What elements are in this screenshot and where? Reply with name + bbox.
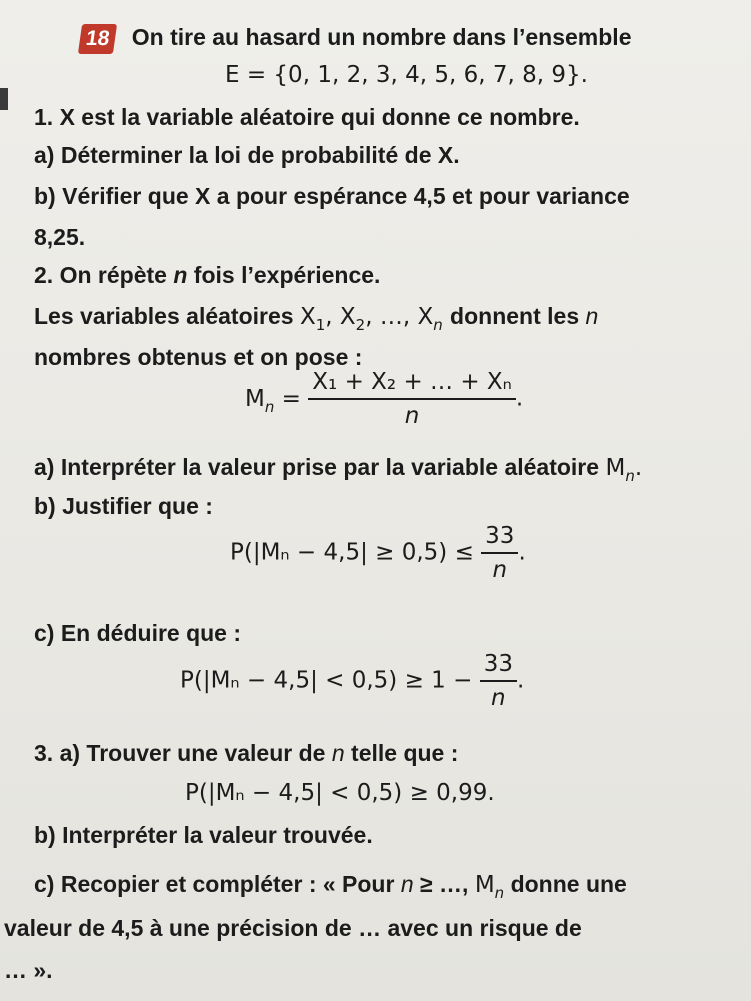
q1-line: [34, 102, 580, 132]
formula-mn-numerator: X₁ + X₂ + … + Xₙ: [308, 368, 516, 400]
q3c-text-post: donne une: [510, 871, 627, 897]
q2-line3: nombres obtenus et on pose :: [34, 344, 363, 370]
q2c-label: c): [34, 620, 55, 646]
q2-n: n: [173, 262, 188, 288]
q1b-text: Vérifier que X a pour espérance 4,5 et pour variance: [62, 183, 630, 209]
q3c-text-pre: Recopier et compléter : « Pour: [60, 871, 395, 897]
q3a-label: 3. a): [34, 740, 81, 766]
q3c-line3: … ».: [4, 957, 53, 983]
ineq1-fraction: [481, 522, 518, 584]
q2-line: [34, 260, 380, 290]
q2a-line: [34, 452, 642, 491]
q1-text: X est la variable aléatoire qui donne ce nombre.: [59, 104, 580, 130]
q2-vars-pre: Les variables aléatoires: [34, 303, 294, 329]
exercise-header: [80, 22, 631, 54]
q1a-line: [34, 140, 460, 170]
q1a-text: Déterminer la loi de probabilité de X.: [60, 142, 460, 168]
q3c-line: [34, 869, 627, 908]
q3a-text-pre: Trouver une valeur de: [86, 740, 326, 766]
ineq2-denominator: n: [491, 685, 506, 711]
q2b-text: Justifier que :: [62, 493, 213, 519]
ineq1-left: P(|Mₙ − 4,5| ≥ 0,5) ≤: [230, 539, 474, 566]
q3b-line: [34, 820, 373, 850]
q2-vars-line: [34, 301, 598, 340]
q3c-label: c): [34, 871, 55, 897]
q2a-label: a): [34, 454, 55, 480]
q2-vars-n: n: [585, 303, 599, 329]
exercise-intro: On tire au hasard un nombre dans l’ensemble: [131, 24, 632, 50]
ineq1-denominator: n: [492, 557, 508, 583]
inequality-3: P(|Mₙ − 4,5| < 0,5) ≥ 0,99.: [185, 780, 495, 806]
q2c-line: [34, 618, 241, 648]
q3a-line: [34, 738, 458, 768]
ineq2-left: P(|Mₙ − 4,5| < 0,5) ≥ 1 −: [180, 667, 473, 694]
q2-vars-list: $X_1$, $X_2$, …, $X_n$: [299, 304, 443, 334]
set-definition: E = {0, 1, 2, 3, 4, 5, 6, 7, 8, 9}.: [225, 62, 588, 88]
q3a-n: n: [331, 740, 345, 766]
q2c-text: En déduire que :: [60, 620, 242, 646]
q3c-line2: valeur de 4,5 à une précision de … avec un risque de: [4, 915, 582, 941]
q2-vars-post: donnent les: [450, 303, 580, 329]
formula-mn-denominator: n: [404, 403, 420, 429]
q1-label: 1.: [34, 104, 54, 130]
formula-mn: $M_n$ = $\frac{\text{X₁ + X₂ + … + Xₙ}}{n}$ .: [245, 369, 524, 429]
inequality-1: P(|Mₙ − 4,5| ≥ 0,5) ≤ $\frac{33}{n}$ .: [230, 523, 526, 583]
q3c-text-mid: ≥ …,: [420, 871, 469, 897]
page-edge-mark: [0, 88, 8, 110]
q1b-text-cont: 8,25.: [34, 224, 86, 250]
ineq2-numerator: 33: [480, 650, 517, 682]
q3c-n: n: [400, 871, 414, 897]
q2-text-post: fois l’expérience.: [193, 262, 381, 288]
q3b-text: Interpréter la valeur trouvée.: [62, 822, 373, 848]
q1b-line: [34, 181, 630, 211]
ineq2-fraction: [480, 650, 517, 712]
q1b-label: b): [34, 183, 56, 209]
q3b-label: b): [34, 822, 56, 848]
q2-label: 2.: [34, 262, 54, 288]
q2b-line: [34, 491, 213, 521]
q3a-text-post: telle que :: [351, 740, 459, 766]
q2b-label: b): [34, 493, 56, 519]
q3c-mn: $M_n$: [474, 872, 505, 902]
inequality-2: P(|Mₙ − 4,5| < 0,5) ≥ 1 − $\frac{33}{n}$ .: [180, 651, 525, 711]
q2a-text: Interpréter la valeur prise par la variable aléatoire: [60, 454, 600, 480]
q2-text-pre: On répète: [59, 262, 167, 288]
exercise-number-badge: 18: [78, 24, 118, 54]
ineq1-numerator: 33: [481, 522, 518, 554]
formula-mn-fraction: [308, 368, 516, 430]
q2a-mn: $M_n$.: [605, 455, 643, 485]
formula-mn-lhs: $M_n$ =: [245, 385, 301, 416]
q1a-label: a): [34, 142, 55, 168]
